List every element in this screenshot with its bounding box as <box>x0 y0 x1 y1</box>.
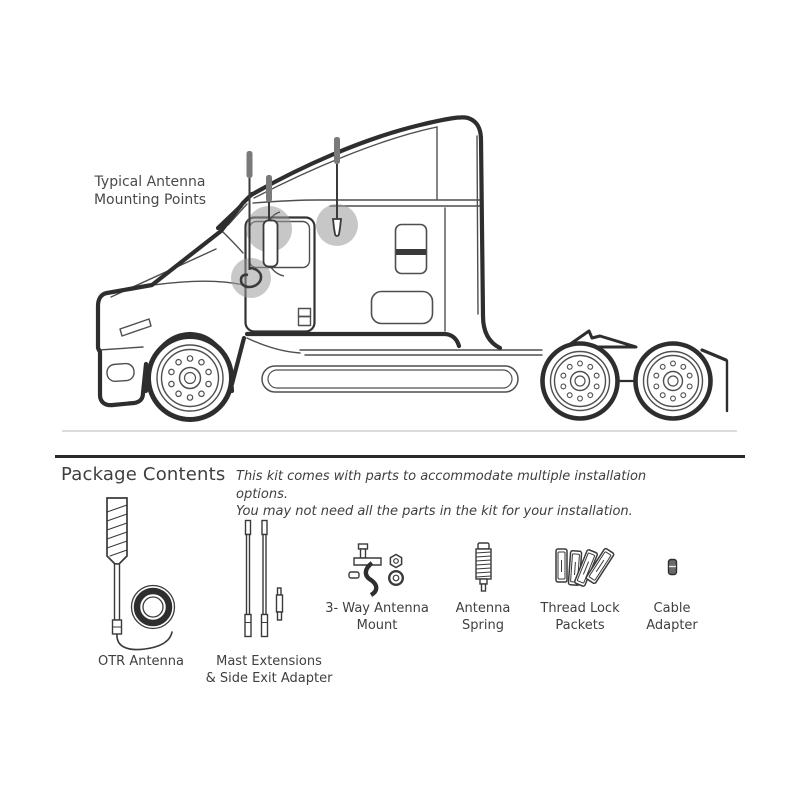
cab-bottom <box>247 334 459 346</box>
antenna-spring-drawing <box>476 543 491 591</box>
antenna-tip <box>247 151 253 178</box>
label-mast-extensions: Mast Extensions & Side Exit Adapter <box>205 654 333 686</box>
kit-note <box>236 468 676 521</box>
sleeper-lower-window <box>372 292 433 324</box>
label-otr-antenna: OTR Antenna <box>97 654 184 669</box>
three-way-mount-drawing <box>349 544 403 595</box>
label-cable-adapter: Cable Adapter <box>646 601 698 633</box>
antenna-tip <box>334 137 340 164</box>
kit-note-line-2: You may not need all the parts in the kit for your installation. <box>236 504 633 519</box>
antenna-tip <box>266 175 272 202</box>
sleeper-window-divider <box>396 249 426 255</box>
antenna-base <box>333 219 341 236</box>
rear-wheel-2 <box>636 344 711 419</box>
mounting-points-annotation <box>75 173 225 209</box>
package-contents-heading: Package Contents <box>61 464 226 485</box>
label-three-way-mount: 3- Way Antenna Mount <box>325 601 429 633</box>
section-divider <box>55 455 745 458</box>
clamp <box>366 563 376 595</box>
label-antenna-spring: Antenna Spring <box>455 601 511 633</box>
front-wheel <box>149 337 232 420</box>
mast-extensions-drawing <box>245 521 283 637</box>
annotation-line-2: Mounting Points <box>93 192 207 208</box>
cable <box>117 632 172 650</box>
antenna-3-cab-mount <box>333 137 341 236</box>
otr-antenna-drawing <box>107 498 175 650</box>
kit-note-line-1: This kit comes with parts to accommodate multiple installation options. <box>236 469 647 502</box>
cable-adapter-drawing <box>669 560 677 575</box>
rear-wheel-1 <box>543 344 618 419</box>
annotation-line-1: Typical Antenna <box>94 174 206 190</box>
mirror <box>264 221 278 267</box>
label-thread-lock: Thread Lock Packets <box>540 601 620 633</box>
thread-lock-packets-drawing <box>556 548 614 587</box>
side-exit-adapter <box>277 588 283 620</box>
